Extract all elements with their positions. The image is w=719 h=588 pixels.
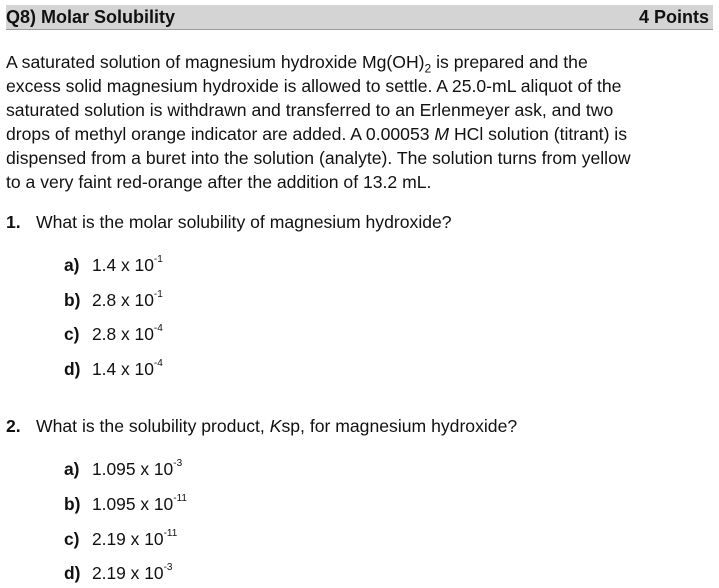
question-2 (6, 416, 517, 437)
points-label: 4 Points (638, 7, 709, 27)
option-exponent: -1 (153, 254, 163, 266)
passage-line: dispensed from a buret into the solution (analyte). The solution turns from yellow (6, 148, 631, 168)
ksp-symbol: K (269, 416, 282, 436)
passage-line (6, 122, 718, 146)
q2-option-d[interactable] (64, 563, 172, 584)
q1-option-a[interactable] (64, 255, 163, 276)
option-letter: c) (64, 324, 80, 344)
option-exponent: -4 (153, 323, 163, 335)
option-value: 2.8 x 10 (92, 324, 154, 344)
q1-option-b[interactable] (64, 290, 163, 311)
option-value: 1.095 x 10 (92, 494, 174, 514)
molarity-symbol: M (434, 124, 450, 144)
option-exponent: -11 (173, 493, 187, 505)
q1-option-c[interactable] (64, 324, 163, 345)
passage-text: HCl solution (titrant) is (449, 124, 628, 144)
question-title: Q8) Molar Solubility (6, 7, 176, 27)
option-value: 1.095 x 10 (92, 459, 174, 479)
question-text: What is the solubility product, (36, 416, 270, 436)
option-value: 1.4 x 10 (92, 255, 154, 275)
passage-text: is prepared and the (431, 52, 588, 72)
option-exponent: -4 (153, 358, 163, 370)
question-1 (6, 212, 452, 233)
option-letter: a) (64, 255, 80, 275)
option-value: 2.19 x 10 (92, 563, 164, 583)
passage-line (6, 50, 718, 74)
option-letter: d) (64, 563, 81, 583)
passage-text: drops of methyl orange indicator are added. A 0.00053 (6, 124, 435, 144)
passage-text: A saturated solution of magnesium hydroxide Mg(OH) (6, 52, 425, 72)
passage-line: saturated solution is withdrawn and transferred to an Erlenmeyer ask, and two (6, 100, 614, 120)
subscript: 2 (424, 61, 432, 76)
question-text: What is the molar solubility of magnesium hydroxide? (36, 212, 452, 232)
option-exponent: -3 (173, 458, 183, 470)
q2-option-c[interactable] (64, 529, 177, 550)
q2-option-a[interactable] (64, 459, 182, 480)
option-value: 1.4 x 10 (92, 359, 154, 379)
question-text: sp, for magnesium hydroxide? (281, 416, 518, 436)
option-exponent: -3 (163, 562, 173, 574)
option-exponent: -11 (163, 528, 178, 540)
option-value: 2.19 x 10 (92, 529, 164, 549)
option-letter: d) (64, 359, 81, 379)
q2-option-b[interactable] (64, 494, 187, 515)
passage-line: to a very faint red-orange after the addition of 13.2 mL. (6, 172, 432, 192)
question-number: 1. (6, 212, 21, 232)
problem-passage (6, 50, 718, 194)
passage-line: excess solid magnesium hydroxide is allowed to settle. A 25.0-mL aliquot of the (6, 76, 622, 96)
option-letter: c) (64, 529, 80, 549)
question-number: 2. (6, 416, 21, 436)
option-value: 2.8 x 10 (92, 290, 154, 310)
option-letter: a) (64, 459, 80, 479)
question-header (6, 5, 713, 30)
option-letter: b) (64, 494, 81, 514)
q1-option-d[interactable] (64, 359, 163, 380)
option-letter: b) (64, 290, 81, 310)
option-exponent: -1 (153, 289, 163, 301)
